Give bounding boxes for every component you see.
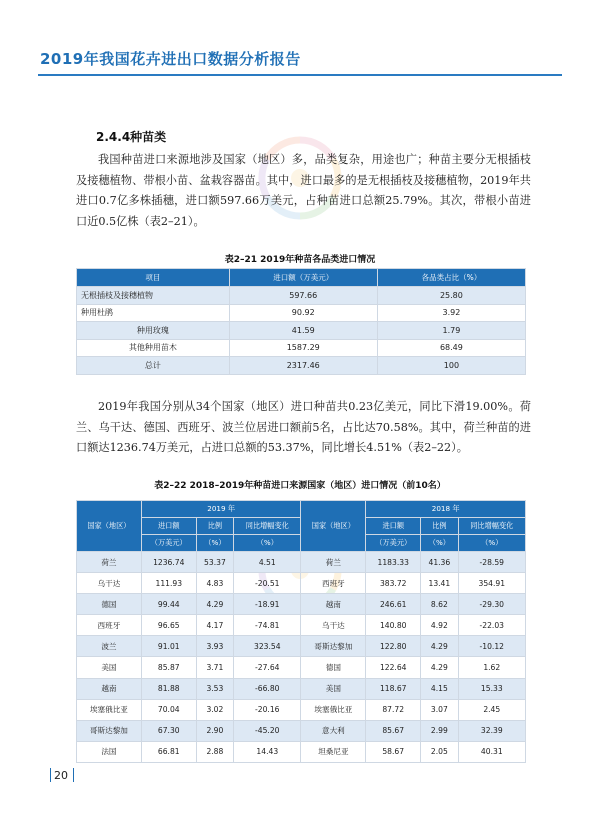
- table-cell: 法国: [77, 741, 142, 762]
- table-row: [77, 657, 526, 678]
- table-cell: 埃塞俄比亚: [301, 699, 366, 720]
- table-cell: 乌干达: [77, 573, 142, 594]
- table-header-year-2018: 2018 年: [366, 501, 526, 518]
- table-cell: 种用杜鹃: [77, 304, 230, 322]
- table-cell: 25.80: [377, 287, 525, 305]
- table-cell: 2.90: [196, 720, 233, 741]
- table-row: [77, 678, 526, 699]
- table-cell: -20.16: [234, 699, 301, 720]
- footer-divider: [73, 768, 74, 782]
- table-cell: 87.72: [366, 699, 421, 720]
- table-cell: 4.83: [196, 573, 233, 594]
- table-header-year-2019: 2019 年: [141, 501, 301, 518]
- table-cell: -74.81: [234, 615, 301, 636]
- table2-caption: 表2–22 2018–2019年种苗进口来源国家（地区）进口情况（前10名）: [154, 481, 446, 491]
- table-cell: 90.92: [229, 304, 377, 322]
- table-cell: 1236.74: [141, 552, 196, 573]
- table-header: 各品类占比（%）: [377, 269, 525, 287]
- table-header-unit: （%）: [458, 535, 525, 552]
- table-cell: 14.43: [234, 741, 301, 762]
- table-cell: 荷兰: [301, 552, 366, 573]
- table-cell: 85.87: [141, 657, 196, 678]
- table-cell: 41.36: [421, 552, 458, 573]
- table-cell: 32.39: [458, 720, 525, 741]
- table-cell: 91.01: [141, 636, 196, 657]
- table-cell: 总计: [77, 357, 230, 375]
- table-cell: -18.91: [234, 594, 301, 615]
- table-cell: 383.72: [366, 573, 421, 594]
- table-import-sources: [76, 500, 526, 763]
- table-header: 项目: [77, 269, 230, 287]
- table-cell: 埃塞俄比亚: [77, 699, 142, 720]
- table-cell: 70.04: [141, 699, 196, 720]
- section-title: 2.4.4种苗类: [96, 130, 167, 144]
- table-cell: 81.88: [141, 678, 196, 699]
- footer-divider: [50, 768, 51, 782]
- table-cell: 122.64: [366, 657, 421, 678]
- table-cell: 4.29: [421, 657, 458, 678]
- table-cell: 67.30: [141, 720, 196, 741]
- table-cell: 乌干达: [301, 615, 366, 636]
- table-row: [77, 636, 526, 657]
- table-cell: 意大利: [301, 720, 366, 741]
- table-cell: 西班牙: [301, 573, 366, 594]
- table-header: 比例: [196, 518, 233, 535]
- section-paragraph-1: 我国种苗进口来源地涉及国家（地区）多，品类复杂，用途也广；种苗主要分无根插枝及接穗植物、带根小苗、盆栽容器苗。其中，进口最多的是无根插枝及接穗植物，2019年共进口0.7亿多株插穗，进口额597.66万美元，占种苗进口总额25.79%。其次，带根小苗进口近0.5亿株（表2–21）。: [76, 153, 531, 228]
- table-cell: 4.17: [196, 615, 233, 636]
- table-cell: 118.67: [366, 678, 421, 699]
- table-row: [77, 357, 526, 375]
- table-cell: 323.54: [234, 636, 301, 657]
- table-header: 进口额: [141, 518, 196, 535]
- table-cell: 99.44: [141, 594, 196, 615]
- table-cell: -28.59: [458, 552, 525, 573]
- table-cell: 波兰: [77, 636, 142, 657]
- table-row: [77, 699, 526, 720]
- table-row: [77, 741, 526, 762]
- report-title: 2019年我国花卉进出口数据分析报告: [40, 50, 301, 68]
- page-header: [0, 0, 600, 82]
- table-cell: 96.65: [141, 615, 196, 636]
- table-row: [77, 287, 526, 305]
- table-cell: 2.88: [196, 741, 233, 762]
- table-header: 比例: [421, 518, 458, 535]
- table-cell: 15.33: [458, 678, 525, 699]
- table-cell: 4.29: [196, 594, 233, 615]
- table-header: 进口额: [366, 518, 421, 535]
- table-cell: 哥斯达黎加: [77, 720, 142, 741]
- header-divider: [38, 74, 562, 76]
- table-cell: -29.30: [458, 594, 525, 615]
- table-cell: -22.03: [458, 615, 525, 636]
- section-paragraph-2: 2019年我国分别从34个国家（地区）进口种苗共0.23亿美元，同比下滑19.00%。荷兰、乌干达、德国、西班牙、波兰位居进口额前5名，占比达70.58%。其中，荷兰种苗的进口额达1236.74万美元，占进口总额的53.37%，同比增长4.51%（表2–22）。: [76, 400, 531, 454]
- table-cell: 41.59: [229, 322, 377, 340]
- table-cell: 66.81: [141, 741, 196, 762]
- table-cell: 种用玫瑰: [77, 322, 230, 340]
- table-row: [77, 322, 526, 340]
- table-cell: 13.41: [421, 573, 458, 594]
- table-header-unit: （%）: [196, 535, 233, 552]
- table-cell: 1.79: [377, 322, 525, 340]
- table-cell: 越南: [77, 678, 142, 699]
- table-header-unit: （%）: [421, 535, 458, 552]
- table-cell: -66.80: [234, 678, 301, 699]
- table-cell: 4.29: [421, 636, 458, 657]
- table-cell: 1183.33: [366, 552, 421, 573]
- table-cell: 无根插枝及接穗植物: [77, 287, 230, 305]
- table-cell: 1.62: [458, 657, 525, 678]
- table-cell: 58.67: [366, 741, 421, 762]
- table-cell: 100: [377, 357, 525, 375]
- table-cell: 2.45: [458, 699, 525, 720]
- table-cell: 3.71: [196, 657, 233, 678]
- table-cell: 122.80: [366, 636, 421, 657]
- page-number: 20: [54, 769, 68, 782]
- table-cell: 其他种用苗木: [77, 339, 230, 357]
- table1-caption: 表2–21 2019年种苗各品类进口情况: [224, 255, 376, 265]
- table-cell: 354.91: [458, 573, 525, 594]
- table-cell: 2.99: [421, 720, 458, 741]
- table-cell: 3.53: [196, 678, 233, 699]
- table-header-unit: （万美元）: [366, 535, 421, 552]
- table-cell: 德国: [77, 594, 142, 615]
- table-cell: 美国: [77, 657, 142, 678]
- table-cell: 2.05: [421, 741, 458, 762]
- table-cell: 1587.29: [229, 339, 377, 357]
- table-cell: 40.31: [458, 741, 525, 762]
- table-cell: -27.64: [234, 657, 301, 678]
- table-row: [77, 339, 526, 357]
- table-header: 进口额（万美元）: [229, 269, 377, 287]
- table-seedling-categories: [76, 268, 526, 375]
- table-header-unit: （万美元）: [141, 535, 196, 552]
- table-cell: 4.92: [421, 615, 458, 636]
- table-cell: 68.49: [377, 339, 525, 357]
- table-row: [77, 615, 526, 636]
- table-cell: 德国: [301, 657, 366, 678]
- table-cell: 8.62: [421, 594, 458, 615]
- table-header-unit: （%）: [234, 535, 301, 552]
- table-cell: 85.67: [366, 720, 421, 741]
- table-cell: 荷兰: [77, 552, 142, 573]
- table-cell: 坦桑尼亚: [301, 741, 366, 762]
- table-cell: 140.80: [366, 615, 421, 636]
- table-row: [77, 720, 526, 741]
- table-row: [77, 304, 526, 322]
- table-cell: 哥斯达黎加: [301, 636, 366, 657]
- table-cell: 3.93: [196, 636, 233, 657]
- table-cell: 4.51: [234, 552, 301, 573]
- table-cell: -45.20: [234, 720, 301, 741]
- table-cell: -20.51: [234, 573, 301, 594]
- table-row: [77, 594, 526, 615]
- table-header-country: 国家（地区）: [77, 501, 142, 552]
- table-cell: -10.12: [458, 636, 525, 657]
- table-cell: 越南: [301, 594, 366, 615]
- table-header: 同比增幅变化: [458, 518, 525, 535]
- table-row: [77, 573, 526, 594]
- table-header: 同比增幅变化: [234, 518, 301, 535]
- table-cell: 111.93: [141, 573, 196, 594]
- table-cell: 2317.46: [229, 357, 377, 375]
- table-cell: 597.66: [229, 287, 377, 305]
- table-cell: 西班牙: [77, 615, 142, 636]
- table-cell: 4.15: [421, 678, 458, 699]
- table-cell: 3.92: [377, 304, 525, 322]
- table-cell: 3.02: [196, 699, 233, 720]
- table-header-country: 国家（地区）: [301, 501, 366, 552]
- table-cell: 246.61: [366, 594, 421, 615]
- table-row: [77, 552, 526, 573]
- table-cell: 53.37: [196, 552, 233, 573]
- table-cell: 3.07: [421, 699, 458, 720]
- table-cell: 美国: [301, 678, 366, 699]
